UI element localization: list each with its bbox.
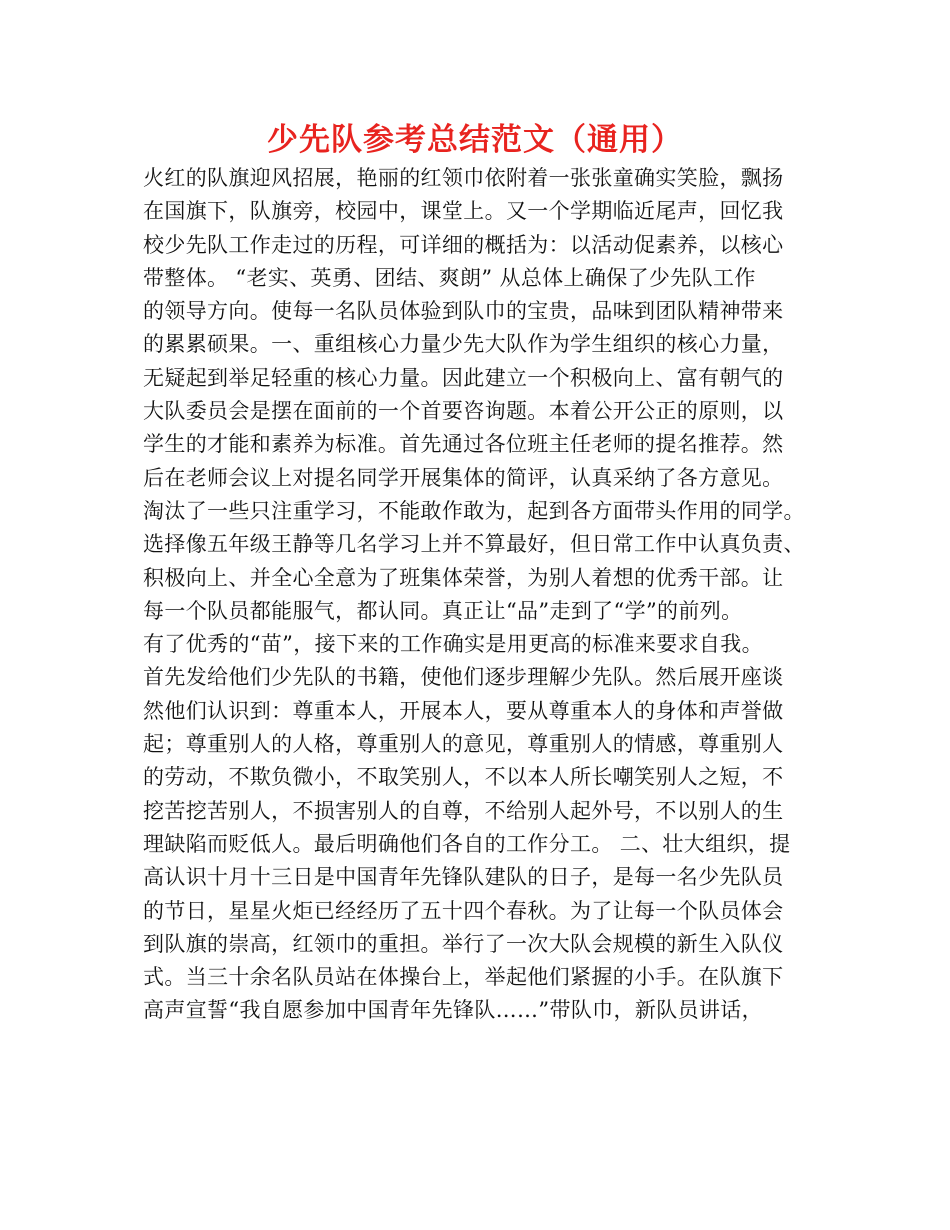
text-line: 大队委员会是摆在面前的一个首要咨询题。本着公开公正的原则，以: [143, 399, 784, 424]
text-line: 的累累硕果。一、重组核心力量少先大队作为学生组织的核心力量，: [143, 332, 784, 357]
text-line: 校少先队工作走过的历程，可详细的概括为：以活动促素养，以核心: [143, 232, 784, 257]
text-line: 每一个队员都能服气，都认同。真正让“品”走到了“学”的前列。: [143, 598, 743, 623]
text-line: 高认识十月十三日是中国青年先锋队建队的日子，是每一名少先队员: [143, 865, 784, 890]
text-line: 淘汰了一些只注重学习，不能敢作敢为，起到各方面带头作用的同学。: [143, 498, 805, 523]
text-line: 选择像五年级王静等几名学习上并不算最好，但日常工作中认真负责、: [143, 532, 805, 557]
text-line: 理缺陷而贬低人。最后明确他们各自的工作分工。 二、壮大组织，提: [143, 831, 791, 856]
text-line: 高声宣誓“我自愿参加中国青年先锋队……”带队巾，新队员讲话，: [143, 998, 763, 1023]
text-line: 学生的才能和素养为标准。首先通过各位班主任老师的提名推荐。然: [143, 432, 784, 457]
text-line: 起；尊重别人的人格，尊重别人的意见，尊重别人的情感，尊重别人: [143, 732, 784, 757]
text-line: 带整体。 “老实、英勇、团结、爽朗” 从总体上确保了少先队工作: [143, 265, 756, 290]
text-line: 首先发给他们少先队的书籍，使他们逐步理解少先队。然后展开座谈: [143, 665, 784, 690]
text-line: 到队旗的崇高，红领巾的重担。举行了一次大队会规模的新生入队仪: [143, 931, 784, 956]
document-title: 少先队参考总结范文（通用）: [267, 122, 683, 158]
text-line: 然他们认识到：尊重本人，开展本人，要从尊重本人的身体和声誉做: [143, 698, 784, 723]
text-line: 积极向上、并全心全意为了班集体荣誉，为别人着想的优秀干部。让: [143, 565, 784, 590]
text-line: 火红的队旗迎风招展，艳丽的红领巾依附着一张张童确实笑脸，飘扬: [143, 166, 784, 190]
text-line: 的领导方向。使每一名队员体验到队巾的宝贵，品味到团队精神带来: [143, 299, 784, 324]
document-body: [143, 162, 823, 1028]
text-line: 无疑起到举足轻重的核心力量。因此建立一个积极向上、富有朝气的: [143, 365, 784, 390]
text-line: 式。当三十余名队员站在体操台上，举起他们紧握的小手。在队旗下: [143, 965, 784, 990]
text-line: 后在老师会议上对提名同学开展集体的简评，认真采纳了各方意见。: [143, 465, 784, 490]
text-line: 的节日，星星火炬已经经历了五十四个春秋。为了让每一个队员体会: [143, 898, 784, 923]
text-line: 挖苦挖苦别人，不损害别人的自尊，不给别人起外号，不以别人的生: [143, 798, 784, 823]
text-line: 的劳动，不欺负微小，不取笑别人，不以本人所长嘲笑别人之短，不: [143, 765, 784, 790]
text-line: 在国旗下，队旗旁，校园中，课堂上。又一个学期临近尾声，回忆我: [143, 199, 784, 224]
text-line: 有了优秀的“苗”，接下来的工作确实是用更高的标准来要求自我。: [143, 632, 763, 657]
